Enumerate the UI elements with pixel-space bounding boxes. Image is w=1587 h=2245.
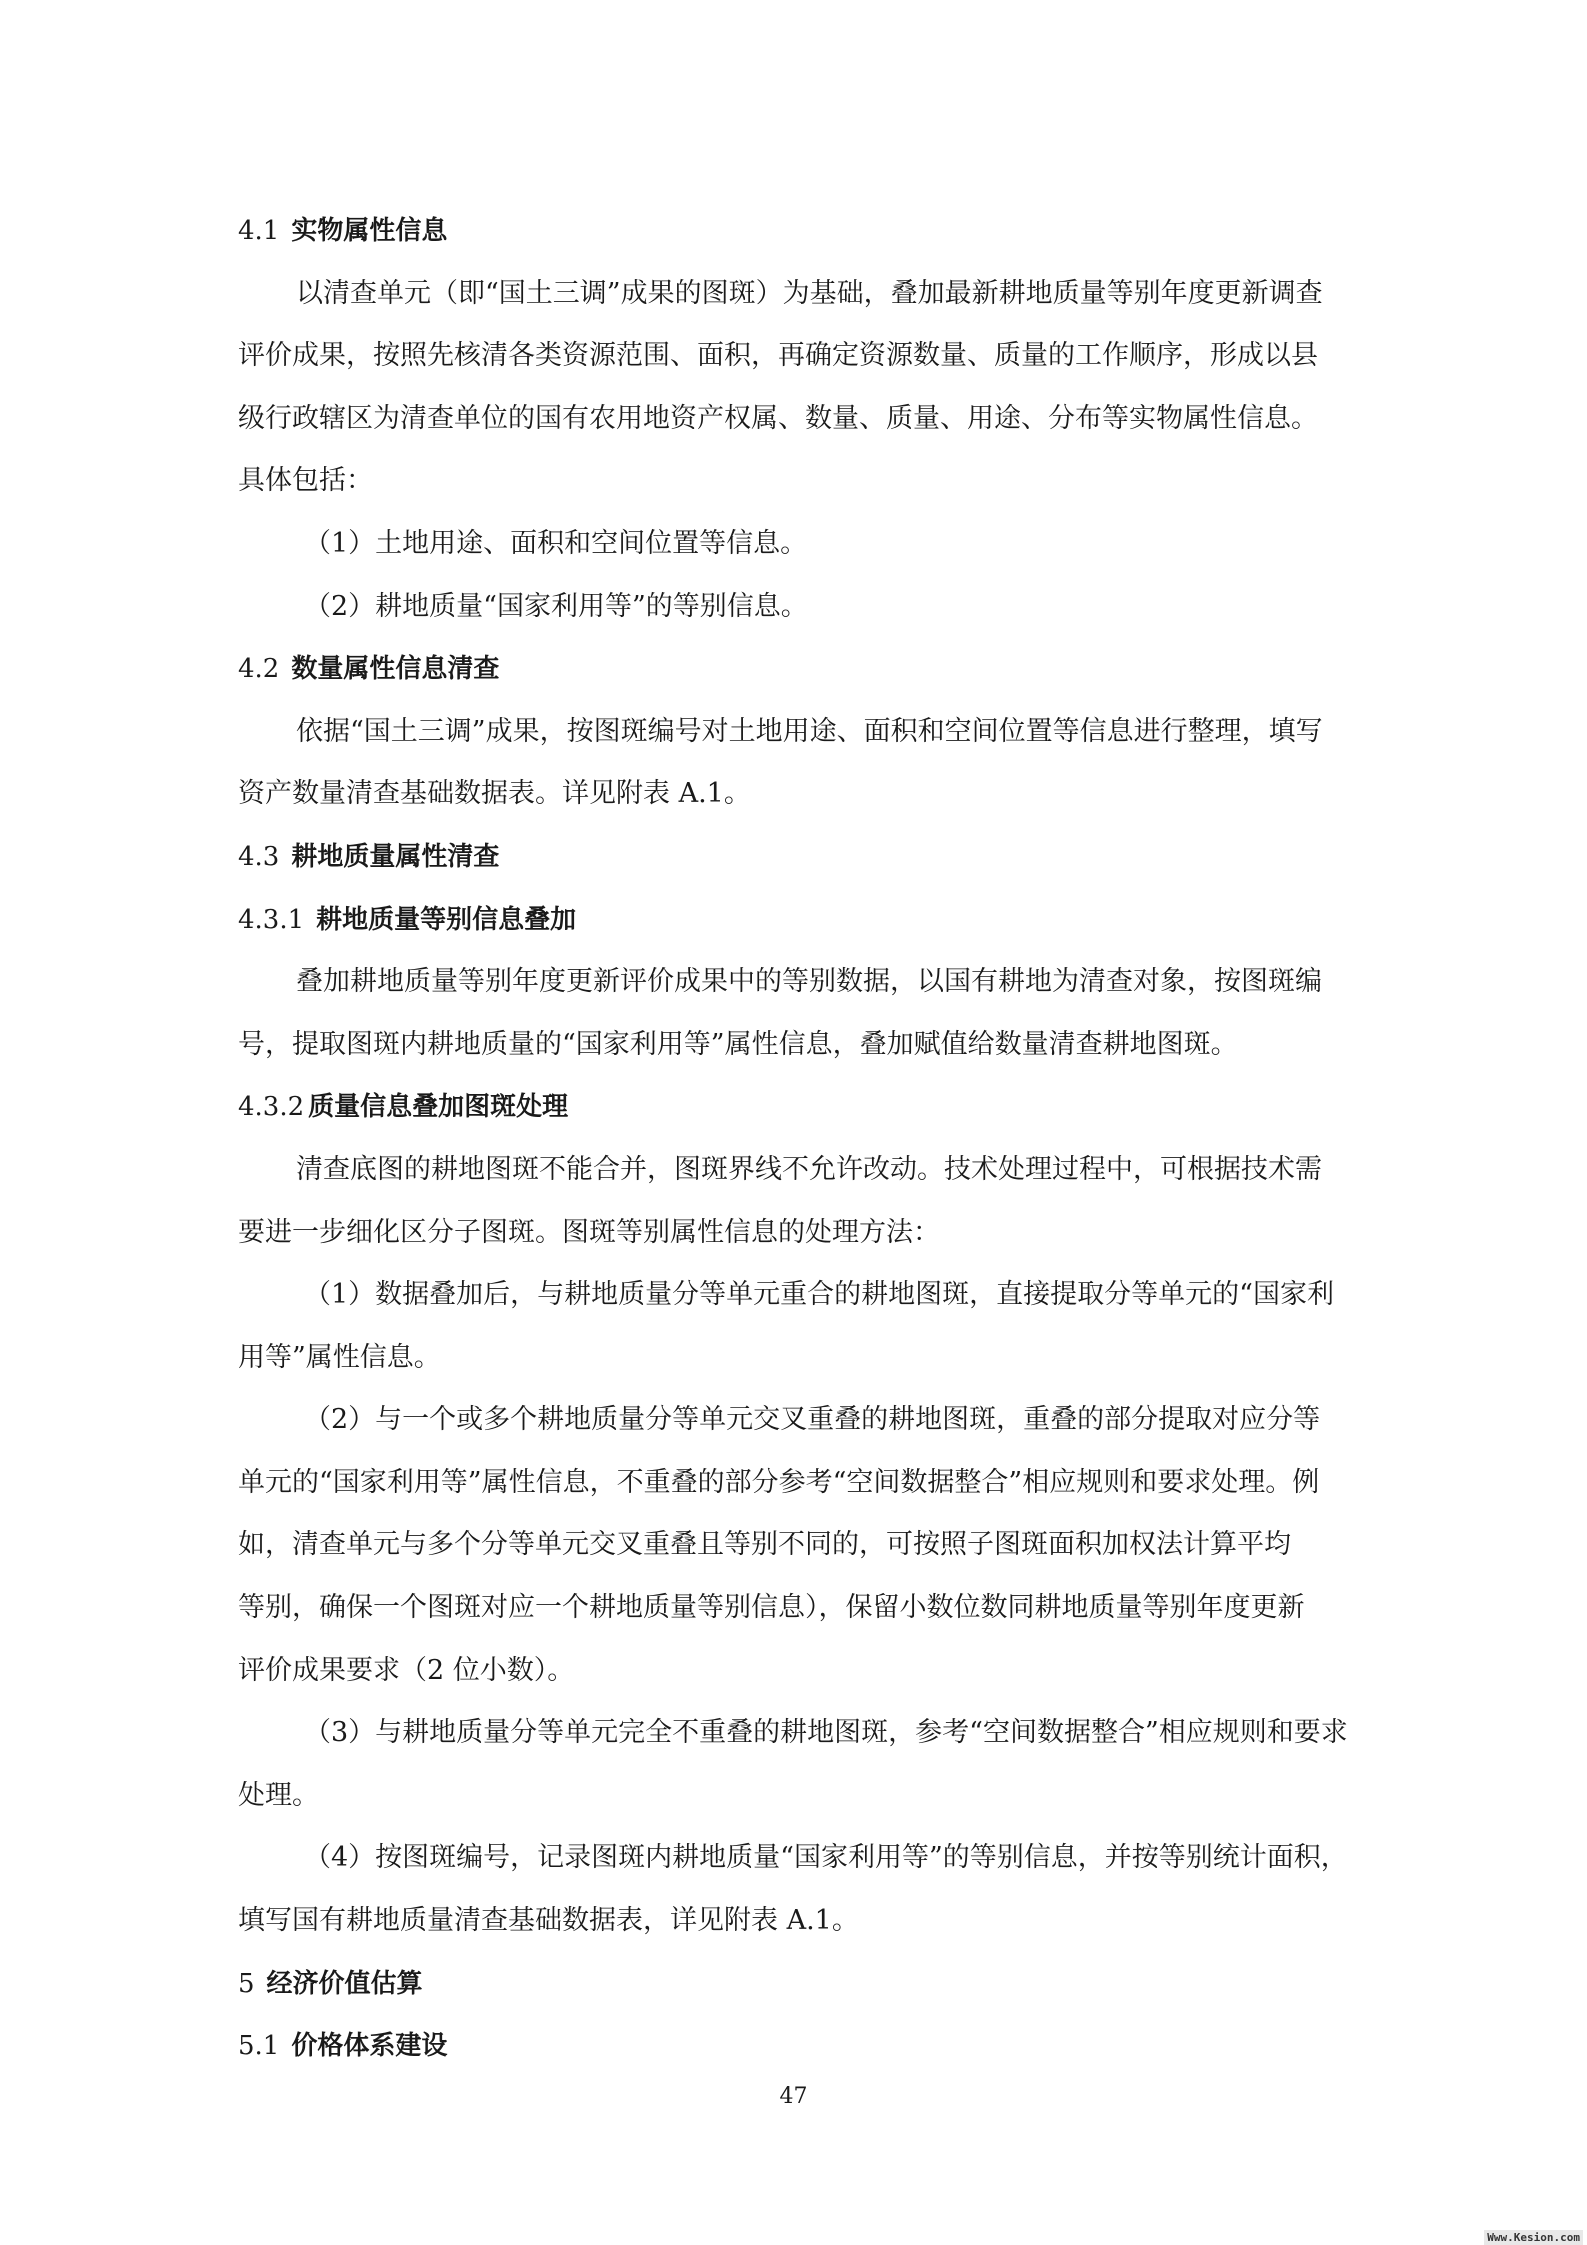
section-heading-4-1: 4.1 实物属性信息: [238, 216, 448, 246]
paragraph-line: 要进一步细化区分子图斑。图斑等别属性信息的处理方法：: [238, 1216, 940, 1248]
list-item: （2）与一个或多个耕地质量分等单元交叉重叠的耕地图斑，重叠的部分提取对应分等: [304, 1404, 1321, 1436]
document-body: [238, 200, 1350, 2078]
paragraph-line: 具体包括：: [238, 465, 373, 497]
list-item-continuation: 如，清查单元与多个分等单元交叉重叠且等别不同的，可按照子图斑面积加权法计算平均: [238, 1529, 1291, 1561]
page-number: 47: [779, 2084, 808, 2109]
list-item-continuation: 处理。: [238, 1779, 319, 1811]
list-item: （3）与耕地质量分等单元完全不重叠的耕地图斑，参考“空间数据整合”相应规则和要求: [304, 1717, 1348, 1749]
list-item-continuation: 评价成果要求（2 位小数）。: [238, 1654, 575, 1686]
site-watermark: Www.Kesion.com: [1484, 2230, 1583, 2245]
list-item: （2）耕地质量“国家利用等”的等别信息。: [304, 590, 808, 622]
section-heading-5-1: 5.1 价格体系建设: [238, 2031, 448, 2062]
section-heading-4-3-2: 4.3.2 质量信息叠加图斑处理: [238, 1092, 569, 1123]
paragraph-line: 资产数量清查基础数据表。详见附表 A.1。: [238, 778, 751, 810]
list-item: （1）数据叠加后，与耕地质量分等单元重合的耕地图斑，直接提取分等单元的“国家利: [304, 1279, 1334, 1311]
paragraph-line: 号，提取图斑内耕地质量的“国家利用等”属性信息，叠加赋值给数量清查耕地图斑。: [238, 1028, 1238, 1060]
list-item-continuation: 用等”属性信息。: [238, 1341, 441, 1373]
section-heading-4-2: 4.2 数量属性信息清查: [238, 654, 500, 685]
paragraph-line: 依据“国土三调”成果，按图斑编号对土地用途、面积和空间位置等信息进行整理，填写: [296, 715, 1323, 747]
paragraph-line: 叠加耕地质量等别年度更新评价成果中的等别数据，以国有耕地为清查对象，按图斑编: [296, 966, 1322, 998]
paragraph-line: 级行政辖区为清查单位的国有农用地资产权属、数量、质量、用途、分布等实物属性信息。: [238, 402, 1318, 434]
section-heading-4-3-1: 4.3.1 耕地质量等别信息叠加: [238, 904, 577, 935]
paragraph-line: 评价成果，按照先核清各类资源范围、面积，再确定资源数量、质量的工作顺序，形成以县: [238, 340, 1318, 372]
section-heading-5: 5 经济价值估算: [238, 1968, 423, 1999]
paragraph-line: 以清查单元（即“国土三调”成果的图斑）为基础，叠加最新耕地质量等别年度更新调查: [296, 277, 1323, 309]
list-item: （4）按图斑编号，记录图斑内耕地质量“国家利用等”的等别信息，并按等别统计面积，: [304, 1842, 1348, 1874]
section-heading-4-3: 4.3 耕地质量属性清查: [238, 841, 500, 872]
paragraph-line: 清查底图的耕地图斑不能合并，图斑界线不允许改动。技术处理过程中，可根据技术需: [296, 1153, 1322, 1185]
list-item: （1）土地用途、面积和空间位置等信息。: [304, 527, 808, 559]
list-item-continuation: 填写国有耕地质量清查基础数据表，详见附表 A.1。: [238, 1905, 859, 1937]
list-item-continuation: 单元的“国家利用等”属性信息，不重叠的部分参考“空间数据整合”相应规则和要求处理。例: [238, 1466, 1320, 1498]
list-item-continuation: 等别，确保一个图斑对应一个耕地质量等别信息），保留小数位数同耕地质量等别年度更新: [238, 1592, 1305, 1624]
